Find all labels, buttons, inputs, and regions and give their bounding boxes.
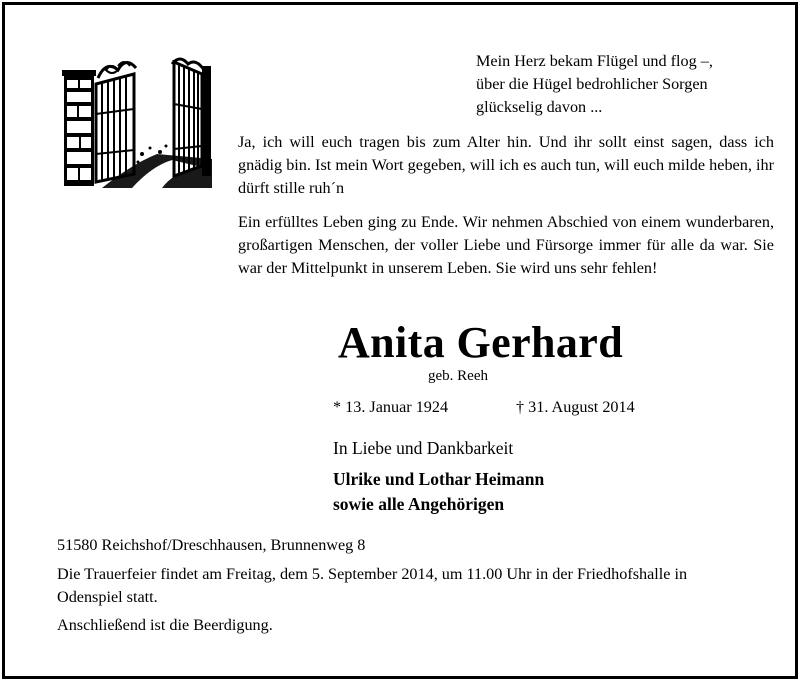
mourner-line: sowie alle Angehörigen bbox=[333, 494, 505, 514]
poem-line: Mein Herz bekam Flügel und flog –, bbox=[476, 52, 713, 70]
poem-line: über die Hügel bedrohlicher Sorgen bbox=[476, 74, 708, 93]
open-gate-icon bbox=[62, 54, 212, 188]
funeral-details: Die Trauerfeier findet am Freitag, dem 5. September 2014, um 11.00 Uhr in der Friedhofshalle in Odenspiel statt. bbox=[57, 565, 688, 606]
mourning-address: 51580 Reichshof/Dreschhausen, Brunnenweg 8 bbox=[57, 536, 366, 554]
death-date: † 31. August 2014 bbox=[516, 398, 635, 416]
birth-date: * 13. Januar 1924 bbox=[333, 398, 449, 416]
mourners bbox=[333, 467, 544, 517]
closing-phrase: In Liebe und Dankbarkeit bbox=[333, 438, 514, 458]
maiden-name: geb. Reeh bbox=[428, 368, 488, 384]
poem-line: glückselig davon ... bbox=[476, 97, 603, 116]
tribute-text: Ein erfülltes Leben ging zu Ende. Wir nehmen Abschied von einem wunderbaren, großartigen Menschen, der voller Liebe und Fürsorge immer für alle da war. Sie war der Mittelpunkt in unserem Leben. Sie wird uns sehr fehlen! bbox=[238, 213, 774, 277]
deceased-name: Anita Gerhard bbox=[338, 318, 624, 367]
verse-text: Ja, ich will euch tragen bis zum Alter hin. Und ihr sollt einst sagen, dass ich gnädig bin. Ist mein Wort gegeben, will ich es auch tun, will euch milde heben, ihr dürft stille ruh´n bbox=[238, 133, 774, 197]
burial-note: Anschließend ist die Beerdigung. bbox=[57, 616, 273, 634]
mourner-line: Ulrike und Lothar Heimann bbox=[333, 469, 545, 489]
poem bbox=[476, 50, 776, 118]
